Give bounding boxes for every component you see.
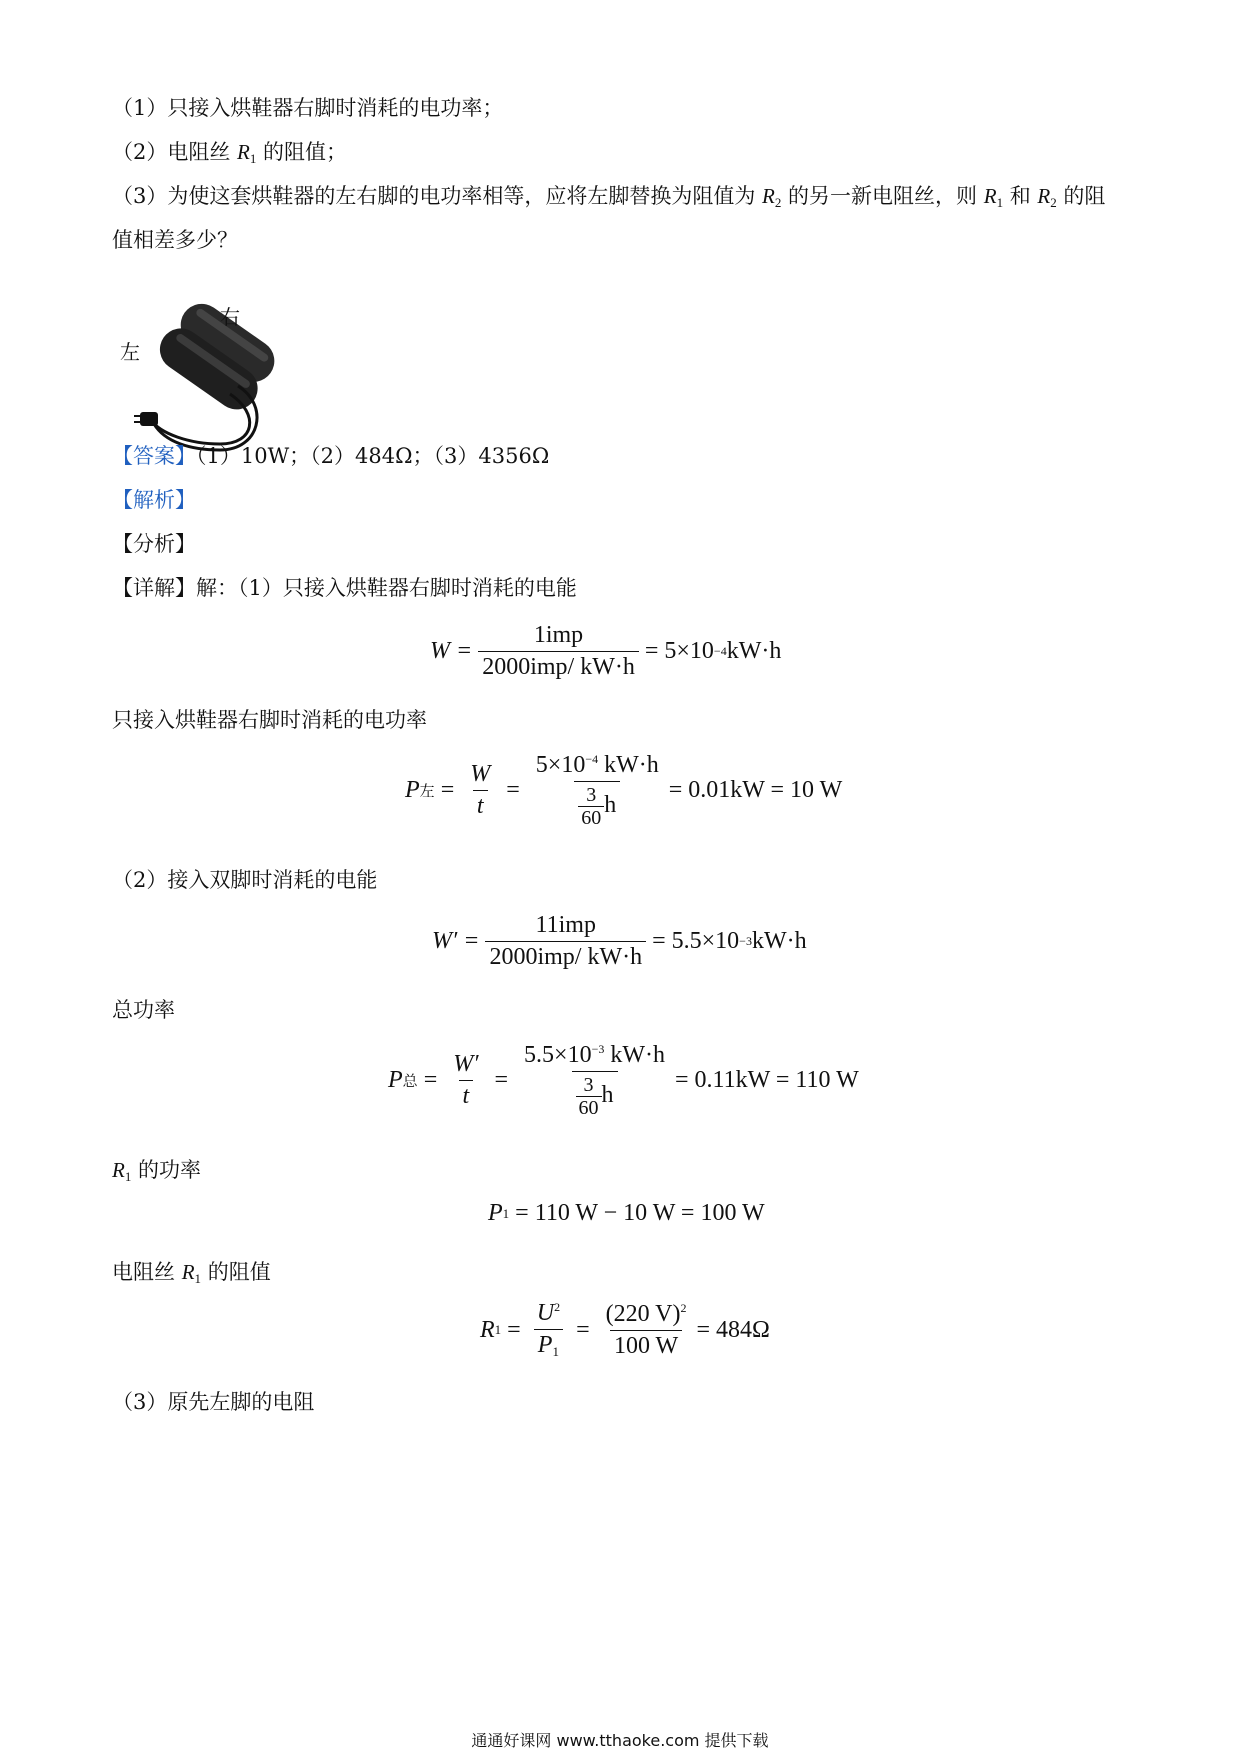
symbol-r1: $R_1$	[237, 140, 257, 166]
detail-tag: 【详解】	[112, 576, 196, 600]
symbol-r2: $R_2$	[1037, 184, 1057, 210]
question-1: （1）只接入烘鞋器右脚时消耗的电功率；	[112, 96, 504, 120]
equation-p1: P 1 = 110 W − 10 W = 100 W	[488, 1200, 765, 1226]
label-left: 左	[120, 340, 140, 364]
answer-text: （1）10W；（2）484Ω；（3）4356Ω	[196, 444, 550, 468]
question-3: （3）为使这套烘鞋器的左右脚的电功率相等，应将左脚替换为阻值为 $R_2$ 的另一新电阻丝，则 $R_1$ 和 $R_2$ 的阻	[112, 184, 1106, 210]
line-r1-resistance: 电阻丝 $R_1$ 的阻值	[112, 1260, 271, 1286]
line-r1-power: $R_1$ 的功率	[112, 1158, 202, 1184]
equation-power-total: P 总 = $\frac{W'}{t}$ = $5.5\times 10^{-3}$ kW·h $\frac{3}{60}$ h = 0.11kW = 110 W	[388, 1042, 859, 1119]
symbol-r2: $R_2$	[762, 184, 782, 210]
answer-tag: 【答案】	[112, 444, 196, 468]
q2-text-pre: （2）电阻丝	[112, 140, 238, 164]
line-energy-both: （2）接入双脚时消耗的电能	[112, 868, 378, 892]
q2-text-post: 的阻值；	[256, 140, 348, 164]
fraction: $\frac{\text{1imp}}{\text{2000imp/ kW·h}}$	[478, 622, 639, 681]
fenxi-tag: 【分析】	[112, 532, 196, 556]
line-q3-left-resistance: （3）原先左脚的电阻	[112, 1390, 315, 1414]
equation-r1: R 1 = $\frac{U^2}{P_1}$ = $\frac{(220 V)^2}{100 W}$ = 484Ω	[480, 1300, 770, 1359]
question-2	[112, 138, 347, 173]
shoe-dryer-figure	[120, 294, 286, 454]
detail-line	[112, 574, 577, 602]
footer-source: 通通好课网 www.tthaoke.com 提供下载	[471, 1731, 769, 1750]
shoe-dryer-image	[120, 294, 286, 454]
question-3-line-2: 值相差多少？	[112, 228, 238, 252]
equation-energy-right: W = $\frac{\text{1imp}}{\text{2000imp/ kW·h}}$ = 5×10 −4 kW·h	[430, 622, 782, 680]
detail-text: 解：（1）只接入烘鞋器右脚时消耗的电能	[196, 576, 577, 600]
symbol-r1: $R_1$	[983, 184, 1004, 210]
analysis-tag: 【解析】	[112, 488, 196, 512]
line-power-right: 只接入烘鞋器右脚时消耗的电功率	[112, 708, 427, 732]
label-right: 右	[220, 305, 240, 329]
line-total-power: 总功率	[112, 998, 175, 1022]
answer-line	[112, 442, 549, 470]
equation-energy-both: W′ = $\frac{\text{11imp}}{\text{2000imp/ kW·h}}$ = 5.5×10 −3 kW·h	[432, 912, 807, 970]
equation-power-left: P 左 = $\frac{W}{t}$ = $5\times 10^{-4}$ kW·h $\frac{3}{60}$ h = 0.01kW = 10 W	[405, 752, 843, 829]
